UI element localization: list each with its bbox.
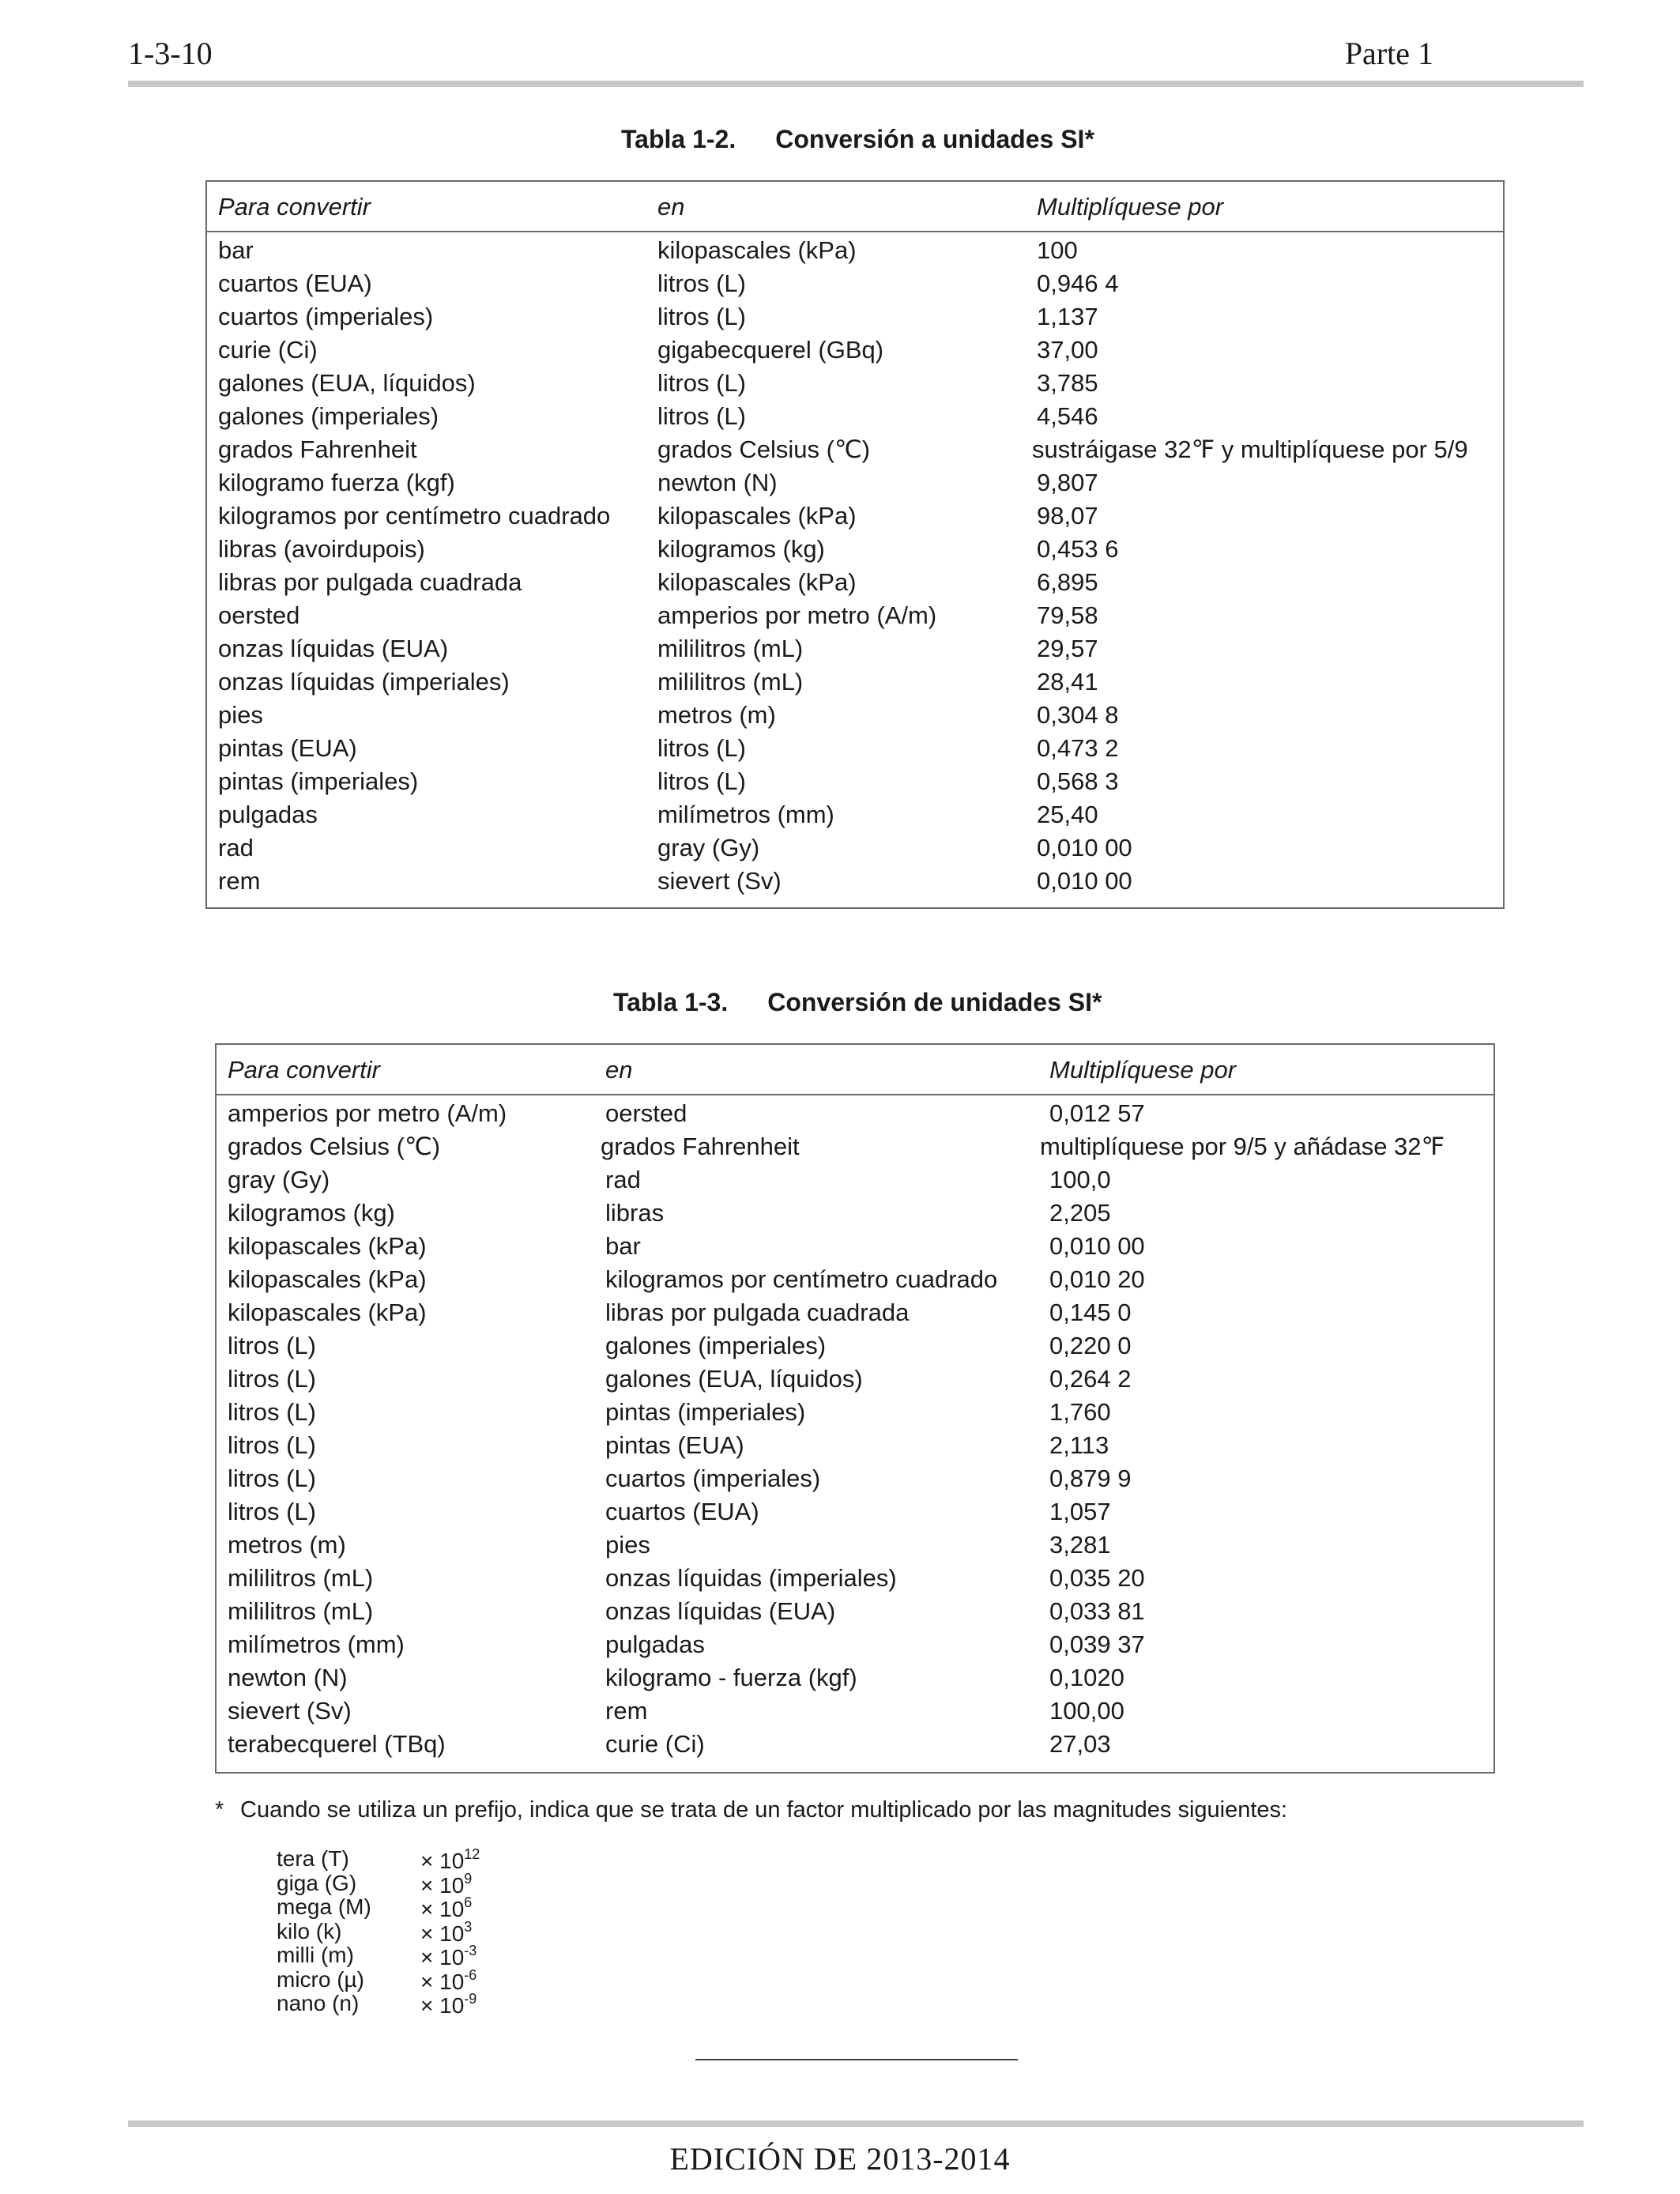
cell-factor: 1,760 — [1049, 1398, 1111, 1426]
table2-header-from: Para convertir — [228, 1056, 380, 1084]
cell-to-unit: litros (L) — [657, 767, 746, 795]
edition-label: EDICIÓN DE 2013-2014 — [669, 2141, 1011, 2177]
footnote-end-rule — [695, 2059, 1018, 2060]
table-row — [207, 568, 1503, 601]
table-row — [207, 801, 1503, 834]
cell-to-unit: litros (L) — [657, 270, 746, 297]
cell-from-unit: kilopascales (kPa) — [228, 1232, 427, 1260]
cell-factor: 0,473 2 — [1037, 734, 1119, 762]
prefix-exponent: -3 — [464, 1943, 477, 1958]
cell-from-unit: galones (imperiales) — [218, 402, 439, 430]
table1-body — [207, 232, 1503, 900]
cell-factor: 98,07 — [1037, 502, 1098, 530]
cell-to-unit: kilopascales (kPa) — [657, 502, 857, 530]
table-row — [217, 1099, 1494, 1133]
table-row — [207, 402, 1503, 435]
cell-factor: 27,03 — [1049, 1730, 1111, 1758]
table-row — [217, 1199, 1494, 1232]
table2-caption — [613, 988, 1102, 1017]
table2-header — [217, 1045, 1494, 1095]
cell-from-unit: grados Celsius (℃) — [228, 1133, 441, 1160]
cell-factor: 0,1020 — [1049, 1664, 1124, 1691]
cell-factor: 3,785 — [1037, 369, 1098, 397]
cell-to-unit: cuartos (EUA) — [605, 1498, 759, 1525]
table-row — [207, 303, 1503, 336]
cell-factor: sustráigase 32℉ y multiplíquese por 5/9 — [1032, 435, 1468, 463]
cell-to-unit: litros (L) — [657, 734, 746, 762]
table-row — [217, 1299, 1494, 1332]
cell-to-unit: kilogramo - fuerza (kgf) — [605, 1664, 857, 1691]
table-row — [207, 701, 1503, 734]
cell-factor: 6,895 — [1037, 568, 1098, 596]
cell-from-unit: pintas (imperiales) — [218, 767, 419, 795]
cell-from-unit: rad — [218, 834, 254, 861]
cell-factor: 0,304 8 — [1037, 701, 1119, 729]
footnote — [215, 1797, 1287, 1823]
cell-factor: 25,40 — [1037, 801, 1098, 828]
cell-to-unit: amperios por metro (A/m) — [657, 601, 937, 629]
cell-factor: 0,010 00 — [1037, 834, 1132, 861]
cell-from-unit: mililitros (mL) — [228, 1597, 374, 1625]
prefix-exponent: -6 — [464, 1966, 477, 1983]
cell-to-unit: kilopascales (kPa) — [657, 236, 857, 264]
table-row — [207, 767, 1503, 801]
prefix-name: mega (M) — [277, 1894, 371, 1919]
cell-factor: 3,281 — [1049, 1531, 1111, 1559]
table1-header-to: en — [657, 193, 685, 221]
prefix-name: kilo (k) — [277, 1918, 342, 1943]
cell-factor: 0,010 00 — [1037, 867, 1132, 895]
cell-factor: 0,145 0 — [1049, 1299, 1132, 1326]
table-row — [217, 1133, 1494, 1166]
cell-factor: 0,033 81 — [1049, 1597, 1145, 1625]
cell-from-unit: litros (L) — [228, 1498, 316, 1525]
prefix-name: milli (m) — [277, 1943, 354, 1967]
cell-from-unit: onzas líquidas (EUA) — [218, 635, 449, 662]
cell-to-unit: milímetros (mm) — [657, 801, 834, 828]
footer-rule — [128, 2120, 1584, 2127]
cell-from-unit: oersted — [218, 601, 300, 629]
table-row — [207, 435, 1503, 469]
cell-to-unit: pintas (imperiales) — [605, 1398, 806, 1426]
prefix-base: × 10 — [420, 1921, 465, 1946]
table-row — [217, 1697, 1494, 1730]
table-row — [207, 535, 1503, 568]
cell-to-unit: mililitros (mL) — [657, 635, 804, 662]
cell-from-unit: gray (Gy) — [228, 1166, 330, 1193]
table-row — [217, 1332, 1494, 1365]
cell-from-unit: pies — [218, 701, 263, 729]
table2-header-to: en — [605, 1056, 633, 1084]
table-row — [207, 668, 1503, 701]
prefix-multiplier — [420, 1991, 477, 2019]
table-row — [217, 1166, 1494, 1199]
table-row — [217, 1265, 1494, 1299]
prefix-exponent: 3 — [464, 1918, 473, 1935]
table1-caption-number: Tabla 1-2. — [621, 125, 736, 153]
table-row — [217, 1465, 1494, 1498]
table2-body — [217, 1095, 1494, 1763]
cell-to-unit: gray (Gy) — [657, 834, 760, 861]
cell-factor: 0,879 9 — [1049, 1465, 1132, 1492]
cell-factor: 0,453 6 — [1037, 535, 1119, 563]
table-row — [217, 1630, 1494, 1664]
table-row — [207, 270, 1503, 303]
table1-caption-title: Conversión a unidades SI* — [775, 125, 1094, 153]
conversion-table-2 — [215, 1043, 1495, 1774]
table-row — [207, 734, 1503, 767]
prefix-base: × 10 — [420, 1969, 465, 1994]
cell-from-unit: pintas (EUA) — [218, 734, 357, 762]
table1-caption — [621, 125, 1094, 154]
cell-factor: 9,807 — [1037, 469, 1098, 496]
cell-from-unit: terabecquerel (TBq) — [228, 1730, 446, 1758]
table-row — [217, 1564, 1494, 1597]
cell-to-unit: libras por pulgada cuadrada — [605, 1299, 910, 1326]
prefix-base: × 10 — [420, 1993, 465, 2018]
cell-factor: 29,57 — [1037, 635, 1098, 662]
cell-to-unit: curie (Ci) — [605, 1730, 705, 1758]
cell-factor: 0,012 57 — [1049, 1099, 1145, 1127]
cell-to-unit: grados Celsius (℃) — [657, 435, 871, 463]
table-row — [217, 1597, 1494, 1630]
prefix-exponent: 12 — [464, 1846, 480, 1862]
cell-from-unit: curie (Ci) — [218, 336, 318, 364]
cell-to-unit: bar — [605, 1232, 641, 1260]
cell-factor: 4,546 — [1037, 402, 1098, 430]
cell-factor: 100 — [1037, 236, 1078, 264]
header-rule — [128, 81, 1584, 87]
cell-from-unit: litros (L) — [228, 1365, 316, 1393]
cell-factor: 0,010 20 — [1049, 1265, 1145, 1293]
table-row — [207, 635, 1503, 668]
cell-factor: 37,00 — [1037, 336, 1098, 364]
table1-header-factor: Multiplíquese por — [1037, 193, 1224, 221]
table1-header-from: Para convertir — [218, 193, 371, 221]
cell-to-unit: galones (EUA, líquidos) — [605, 1365, 863, 1393]
cell-from-unit: amperios por metro (A/m) — [228, 1099, 507, 1127]
cell-to-unit: kilogramos por centímetro cuadrado — [605, 1265, 998, 1293]
cell-to-unit: newton (N) — [657, 469, 778, 496]
prefix-base: × 10 — [420, 1849, 465, 1873]
cell-from-unit: litros (L) — [228, 1465, 316, 1492]
table2-caption-title: Conversión de unidades SI* — [767, 988, 1102, 1016]
cell-from-unit: litros (L) — [228, 1332, 316, 1359]
cell-factor: 2,113 — [1049, 1431, 1109, 1459]
table2-caption-number: Tabla 1-3. — [613, 988, 729, 1016]
cell-to-unit: litros (L) — [657, 402, 746, 430]
cell-factor: 0,568 3 — [1037, 767, 1119, 795]
cell-factor: 0,220 0 — [1049, 1332, 1132, 1359]
cell-from-unit: milímetros (mm) — [228, 1630, 405, 1658]
table-row — [217, 1664, 1494, 1697]
cell-from-unit: libras (avoirdupois) — [218, 535, 425, 563]
cell-factor: 1,137 — [1037, 303, 1098, 330]
cell-to-unit: cuartos (imperiales) — [605, 1465, 821, 1492]
table-row — [217, 1365, 1494, 1398]
cell-factor: 0,039 37 — [1049, 1630, 1145, 1658]
table1-header — [207, 182, 1503, 232]
cell-from-unit: mililitros (mL) — [228, 1564, 374, 1592]
table-row — [217, 1398, 1494, 1431]
cell-factor: 0,035 20 — [1049, 1564, 1145, 1592]
prefix-name: nano (n) — [277, 1991, 360, 2015]
cell-factor: 0,264 2 — [1049, 1365, 1132, 1393]
cell-from-unit: kilogramos (kg) — [228, 1199, 395, 1227]
table-row — [207, 601, 1503, 635]
cell-from-unit: kilogramos por centímetro cuadrado — [218, 502, 611, 530]
conversion-table-1 — [205, 180, 1505, 909]
cell-to-unit: litros (L) — [657, 369, 746, 397]
cell-from-unit: rem — [218, 867, 261, 895]
prefix-base: × 10 — [420, 1945, 465, 1970]
cell-to-unit: litros (L) — [657, 303, 746, 330]
cell-from-unit: litros (L) — [228, 1398, 316, 1426]
cell-to-unit: kilopascales (kPa) — [657, 568, 857, 596]
table-row — [217, 1498, 1494, 1531]
cell-to-unit: sievert (Sv) — [657, 867, 782, 895]
cell-from-unit: sievert (Sv) — [228, 1697, 352, 1725]
cell-factor: 0,946 4 — [1037, 270, 1119, 297]
cell-to-unit: metros (m) — [657, 701, 776, 729]
footnote-star: * — [215, 1797, 224, 1823]
cell-to-unit: pintas (EUA) — [605, 1431, 744, 1459]
table-row — [207, 369, 1503, 402]
table-row — [207, 502, 1503, 535]
table-row — [207, 236, 1503, 270]
cell-to-unit: grados Fahrenheit — [601, 1133, 800, 1160]
prefix-base: × 10 — [420, 1897, 465, 1921]
prefix-base: × 10 — [420, 1872, 465, 1898]
table-row — [217, 1431, 1494, 1465]
cell-to-unit: oersted — [605, 1099, 687, 1127]
cell-to-unit: galones (imperiales) — [605, 1332, 827, 1359]
table-row — [217, 1531, 1494, 1564]
cell-from-unit: libras por pulgada cuadrada — [218, 568, 522, 596]
cell-from-unit: cuartos (EUA) — [218, 270, 372, 297]
prefix-name: micro (µ) — [277, 1966, 365, 1992]
prefix-exponent: 6 — [464, 1894, 473, 1910]
cell-factor: 0,010 00 — [1049, 1232, 1145, 1260]
cell-from-unit: metros (m) — [228, 1531, 346, 1559]
table-row — [207, 867, 1503, 900]
cell-factor: 2,205 — [1049, 1199, 1111, 1227]
prefix-exponent: -9 — [464, 1991, 477, 2007]
table2-header-factor: Multiplíquese por — [1049, 1056, 1237, 1084]
cell-from-unit: litros (L) — [228, 1431, 316, 1459]
page-number: 1-3-10 — [128, 36, 213, 71]
table-row — [207, 336, 1503, 369]
cell-factor: 1,057 — [1049, 1498, 1111, 1525]
cell-factor: 100,0 — [1049, 1166, 1111, 1193]
cell-factor: 79,58 — [1037, 601, 1098, 629]
cell-from-unit: onzas líquidas (imperiales) — [218, 668, 510, 696]
cell-to-unit: rem — [605, 1697, 648, 1725]
prefix-name: tera (T) — [277, 1846, 349, 1871]
cell-from-unit: newton (N) — [228, 1664, 348, 1691]
cell-from-unit: kilogramo fuerza (kgf) — [218, 469, 455, 496]
cell-factor: multiplíquese por 9/5 y añádase 32℉ — [1040, 1133, 1445, 1160]
table-row — [207, 834, 1503, 867]
table-row — [217, 1730, 1494, 1763]
table-row — [217, 1232, 1494, 1265]
cell-from-unit: pulgadas — [218, 801, 318, 828]
cell-to-unit: gigabecquerel (GBq) — [657, 336, 884, 364]
part-label: Parte 1 — [1344, 36, 1433, 71]
cell-from-unit: kilopascales (kPa) — [228, 1265, 427, 1293]
cell-factor: 100,00 — [1049, 1697, 1124, 1725]
prefix-name: giga (G) — [277, 1870, 357, 1895]
footnote-text: Cuando se utiliza un prefijo, indica que se trata de un factor multiplicado por las magnitudes siguientes: — [240, 1797, 1288, 1823]
cell-to-unit: pulgadas — [605, 1630, 705, 1658]
cell-factor: 28,41 — [1037, 668, 1098, 696]
cell-from-unit: bar — [218, 236, 254, 264]
cell-to-unit: onzas líquidas (imperiales) — [605, 1564, 897, 1592]
cell-to-unit: onzas líquidas (EUA) — [605, 1597, 836, 1625]
table-row — [207, 469, 1503, 502]
prefix-exponent: 9 — [464, 1870, 473, 1887]
cell-from-unit: cuartos (imperiales) — [218, 303, 434, 330]
cell-to-unit: rad — [605, 1166, 641, 1193]
cell-from-unit: grados Fahrenheit — [218, 435, 417, 463]
cell-to-unit: libras — [605, 1199, 665, 1227]
cell-from-unit: galones (EUA, líquidos) — [218, 369, 476, 397]
cell-to-unit: mililitros (mL) — [657, 668, 804, 696]
cell-to-unit: kilogramos (kg) — [657, 535, 825, 563]
cell-from-unit: kilopascales (kPa) — [228, 1299, 427, 1326]
cell-to-unit: pies — [605, 1531, 650, 1559]
